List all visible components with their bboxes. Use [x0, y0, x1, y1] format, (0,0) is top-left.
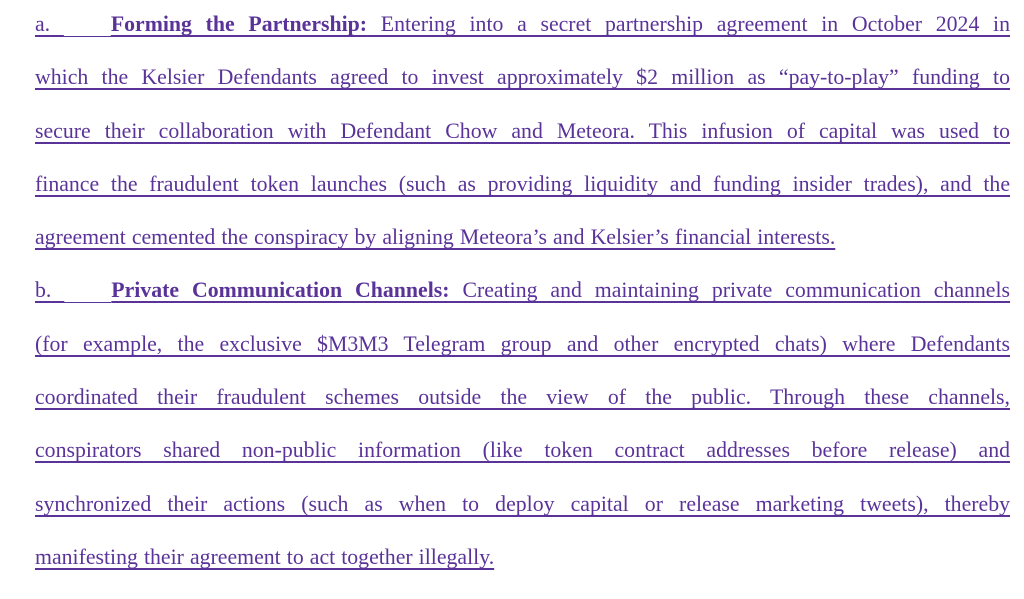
line-text: Creating and maintaining private communication channels	[449, 278, 1011, 303]
text-line: synchronized their actions (such as when to deploy capital or release marketing tweets), thereby	[35, 491, 1010, 516]
outline-label-b: b.	[35, 278, 52, 303]
text-line: secure their collaboration with Defendant Chow and Meteora. This infusion of capital was used to	[35, 118, 1010, 143]
text-line: finance the fraudulent token launches (such as providing liquidity and funding insider trades), and the	[35, 171, 1010, 196]
paragraph-a-heading: Forming the Partnership:	[110, 12, 368, 36]
text-line: conspirators shared non-public information (like token contract addresses before release) and	[35, 438, 1010, 463]
paragraph-b	[35, 264, 1010, 584]
outline-label-a: a.	[35, 12, 51, 36]
paragraph-a	[35, 0, 1010, 264]
document-page	[35, 0, 1010, 584]
tab-space	[50, 12, 111, 37]
tab-space	[51, 278, 111, 303]
paragraph-b-heading: Private Communication Channels:	[111, 278, 450, 303]
text-line: (for example, the exclusive $M3M3 Telegram group and other encrypted chats) where Defendants	[35, 331, 1010, 356]
text-line	[35, 0, 1010, 51]
text-line: which the Kelsier Defendants agreed to invest approximately $2 million as “pay-to-play” funding to	[35, 65, 1010, 90]
line-text: Entering into a secret partnership agreement in October 2024 in	[367, 12, 1010, 36]
text-line: manifesting their agreement to act together illegally.	[35, 544, 495, 569]
text-line: coordinated their fraudulent schemes outside the view of the public. Through these channels,	[35, 385, 1010, 410]
text-line	[35, 264, 1010, 317]
text-line: agreement cemented the conspiracy by aligning Meteora’s and Kelsier’s financial interests.	[35, 225, 836, 250]
